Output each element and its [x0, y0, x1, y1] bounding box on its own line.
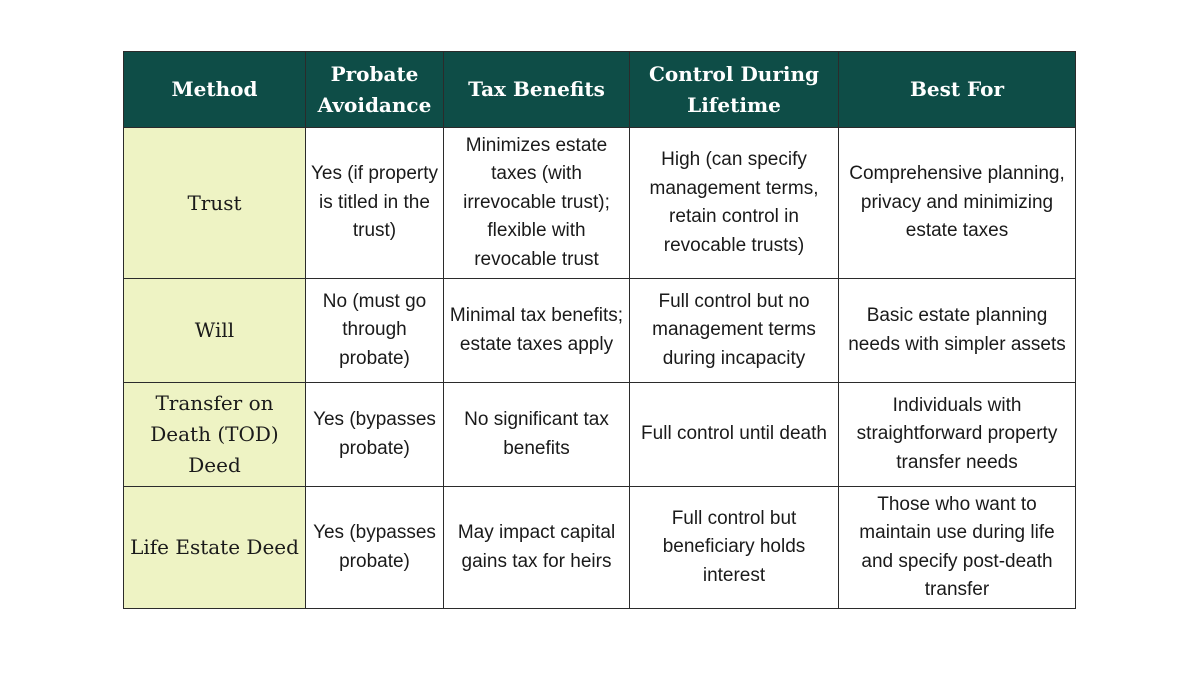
tax-cell: Minimal tax benefits; estate taxes apply	[444, 279, 630, 383]
best-for-cell: Those who want to maintain use during life and specify post-death transfer	[839, 487, 1076, 609]
probate-cell: No (must go through probate)	[306, 279, 444, 383]
best-for-cell: Comprehensive planning, privacy and minimizing estate taxes	[839, 128, 1076, 279]
tax-cell: No significant tax benefits	[444, 383, 630, 487]
header-tax-benefits: Tax Benefits	[444, 52, 630, 128]
probate-cell: Yes (if property is titled in the trust)	[306, 128, 444, 279]
control-cell: Full control but no management terms during incapacity	[630, 279, 839, 383]
best-for-cell: Basic estate planning needs with simpler assets	[839, 279, 1076, 383]
table-row	[124, 383, 1076, 487]
tax-cell: Minimizes estate taxes (with irrevocable trust); flexible with revocable trust	[444, 128, 630, 279]
estate-planning-comparison-table	[123, 51, 1076, 609]
control-cell: High (can specify management terms, retain control in revocable trusts)	[630, 128, 839, 279]
method-cell: Trust	[124, 128, 306, 279]
table-row	[124, 487, 1076, 609]
header-method: Method	[124, 52, 306, 128]
header-probate-avoidance: Probate Avoidance	[306, 52, 444, 128]
method-cell: Transfer on Death (TOD) Deed	[124, 383, 306, 487]
best-for-cell: Individuals with straightforward property transfer needs	[839, 383, 1076, 487]
control-cell: Full control until death	[630, 383, 839, 487]
table-header-row	[124, 52, 1076, 128]
probate-cell: Yes (bypasses probate)	[306, 487, 444, 609]
header-control-during-lifetime: Control During Lifetime	[630, 52, 839, 128]
tax-cell: May impact capital gains tax for heirs	[444, 487, 630, 609]
method-cell: Life Estate Deed	[124, 487, 306, 609]
table-row	[124, 279, 1076, 383]
table-row	[124, 128, 1076, 279]
probate-cell: Yes (bypasses probate)	[306, 383, 444, 487]
control-cell: Full control but beneficiary holds interest	[630, 487, 839, 609]
header-best-for: Best For	[839, 52, 1076, 128]
method-cell: Will	[124, 279, 306, 383]
